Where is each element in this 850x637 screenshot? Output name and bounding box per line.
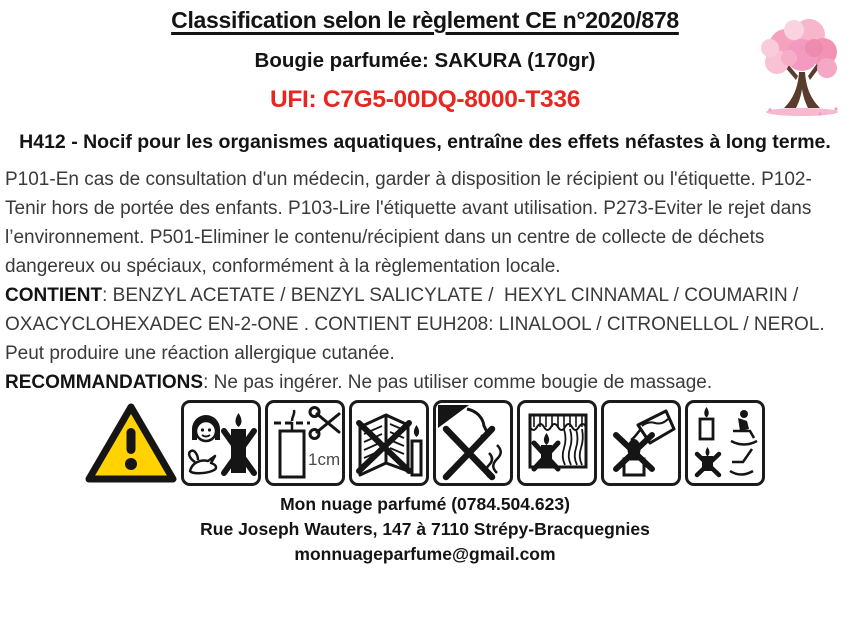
sakura-tree-image (756, 12, 848, 122)
precautionary-statements: P101-En cas de consultation d'un médecin, garder à disposition le récipient ou l'étiquette. P102-Tenir hors de portée des enfants. P103-Lire l'étiquette avant utilisation. P273-Eviter le rejet dans l’environnement. P501-Eliminer le contenu/récipient dans un centre de collecte de déchets dangereux ou spéciaux, conformément à la règlementation locale. (5, 169, 817, 277)
do-not-extinguish-water-icon (601, 400, 681, 486)
never-leave-unattended-icon (685, 400, 765, 486)
keep-away-flammable-icon (517, 400, 597, 486)
ingredients-statement (5, 281, 845, 368)
company-footer (0, 492, 850, 567)
recommandations-label: RECOMMANDATIONS (5, 372, 204, 393)
contient-text: : BENZYL ACETATE / BENZYL SALICYLATE / HEXYL CINNAMAL / COUMARIN / OXACYCLOHEXADEC EN-2-ONE . CONTIENT EUH208: LINALOOL / CITRONELLOL / NEROL. Peut produire une réaction allergique cutanée. (5, 285, 830, 364)
trim-wick-1cm-icon (265, 400, 345, 486)
keep-away-children-pets-icon (181, 400, 261, 486)
trim-wick-label: 1cm (308, 450, 341, 469)
safety-pictogram-row (0, 400, 850, 486)
contient-label: CONTIENT (5, 285, 103, 306)
label-body-text (0, 165, 850, 397)
company-email: monnuageparfume@gmail.com (294, 544, 556, 564)
hazard-statement-h412: H412 - Nocif pour les organismes aquatiques, entraîne des effets néfastes à long terme. (19, 131, 831, 153)
company-address: Rue Joseph Wauters, 147 à 7110 Strépy-Bracquegnies (200, 519, 650, 539)
page-title: Classification selon le règlement CE n°2020/878 (171, 7, 679, 33)
do-not-inhale-icon (433, 400, 513, 486)
warning-triangle-icon (85, 400, 177, 486)
company-name-phone: Mon nuage parfumé (0784.504.623) (280, 494, 570, 514)
recommandations-text: : Ne pas ingérer. Ne pas utiliser comme bougie de massage. (203, 372, 713, 393)
ufi-code: UFI: C7G5-00DQ-8000-T336 (269, 86, 581, 113)
keep-wax-pool-clear-icon (349, 400, 429, 486)
recommendations-statement (5, 368, 845, 397)
product-subtitle: Bougie parfumée: SAKURA (170gr) (254, 49, 596, 72)
